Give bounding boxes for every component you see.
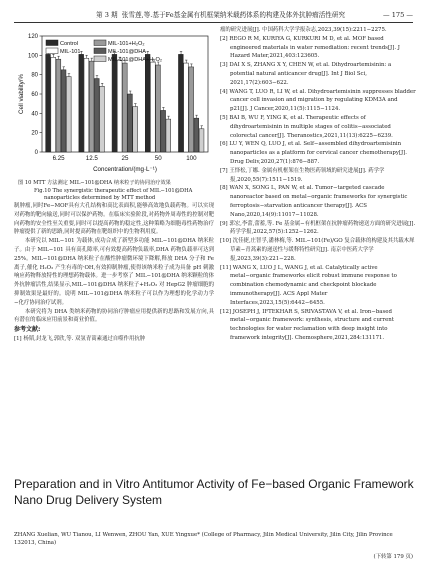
bar [178,54,183,152]
x-tick-label: 12.5 [85,155,98,162]
reference-item: [6] LU Y, WEN Q, LUO J, et al. Self−assembled dihydroartemisinin nanoparticles as a platform for cervical cancer chemotherapy[J]. Drug Deliv,2020,27(1):876−887. [220,141,407,165]
right-column-references [220,26,416,343]
bar [156,65,161,152]
bar [194,118,199,152]
body-paragraph: 本研究将为 DHA 类纳米药物的协同治疗肿瘤应用提供新的思路和发展方向,具有潜在的临床应用前景和商业价值。 [14,308,214,324]
x-tick-label: 100 [186,155,197,162]
legend-label: Control [60,41,79,47]
legend-label: MIL-101 [60,49,81,55]
reference-item: [11] WANG X, LUO J L, WANG J, et al. Catalytically active metal−organic frameworks elicit robust immune response to combination chemodynamic and checkpoint blockade immunotherapy[J]. ACS Appl Mater Interfaces,2023,15(5):6442−6455. [220,264,397,306]
bar [184,63,189,152]
caption-en-1: Fig.10 The synergistic therapeutic effect of MIL−101@DHA [34,187,193,194]
chart-svg [14,28,214,178]
y-tick-label: 20 [31,130,38,137]
legend-label: MIL-101@DHA+H₂O₂ [108,57,163,63]
reference-item: [9] 郭宏,李蕾,蕾蓄,等. Fe 基金属−有机框架在抗肿瘤药物递送方面的研究进展[J]. 药学学报,2022,57(5):1252−1262. [220,220,416,236]
body-paragraph: 本研究以 MIL−101 为载体,成功合成了新型多功能 MIL−101@DHA 纳米粒子。由于 MIL−101 具有高孔隙率,可有效提高药物负载率,DHA 药物负载率可达到 25%。MIL−101@DHA 纳米粒子在酸性肿瘤微环境下降解,释放 DHA 分子和 Fe 离子,催化 H₂O₂ 产生有毒的·OH,有效抑制肿瘤,使得该纳米粒子成为具备 pH 刺激响应药物释放特性的理想药物载体。进一步考察了 MIL−101@DHA 纳米颗粒的体外抗肿瘤活性,结果显示,MIL−101@DHA 纳米粒子+H₂O₂ 对 HepG2 肿瘤细胞的抑制效果是最好的。说明 MIL−101@DHA 纳米粒子可以作为理想的化学动力学−化疗协同治疗试剂。 [14,238,214,306]
header-title: 张雪莲,等.基于Fe基金属有机框架纳米载药体系的构建及体外抗肿瘤活性研究 [121,11,346,19]
english-title: Preparation and in Vitro Antitumor Activity of Fe−based Organic Framework Nano Drug Delivery System [14,477,414,507]
legend-swatch [94,48,106,54]
bar [117,60,122,152]
x-tick-label: 6.25 [52,155,65,162]
legend-label: MIL-101+H₂O₂ [108,41,145,47]
reference-item: [4] WANG T, LUO R, LI W, et al. Dihydroartemisinin suppresses bladder cancer cell invasion and migration by regulating KDM3A and p21[J]. J Cancer,2020,11(5):1115−1124. [220,88,416,113]
header-issue-and-title [96,8,345,22]
header-page-number: — 175 — [383,11,413,19]
caption-en-2: nanoparticles determined by MTT method [44,195,156,202]
bar [189,67,194,152]
bar [161,110,166,152]
legend-swatch [46,48,58,54]
reference-item: 瘤的研究进展[J]. 中国药科大学学报杂志,2023,39(15):2211−2275. [220,27,387,33]
bar [128,94,133,152]
y-tick-label: 40 [31,111,38,118]
bar [79,54,84,152]
reference-item: [7] 王怿松,丁娜. 金属有机框架在生物医药领域的研究进展[J]. 药学学报,2020,55(7):1511−1519. [220,167,385,183]
legend-swatch [94,40,106,46]
references-heading: 参考文献: [14,326,41,334]
reference-item: [10] 沈佳捷,庄智孚,潘林梅,等. MIL−101(Fe)/GO 复合载体的构建及其共载木犀草素−青蒿素的递送性与缓释特性研究[J]. 南京中医药大学学报,2023,39(3):221−228. [220,238,415,262]
y-tick-label: 80 [31,72,38,79]
bar [199,129,204,152]
reference-item: [12] JOSEPH J, IFTEKHAR S, SRIVASTAVA V, et al. Iron−based metal−organic framework: synthesis, structure and current technologies for water reclamation with deep insight into framework integrity[J]. Chemosphere,2021,284:131171. [220,308,394,341]
reference-item: [3] DAI X S, ZHANG X Y, CHEN W, et al. Dihydroartemisinin: a potential natural anticancer drug[J]. Int J Biol Sci, 2021,17(2):603−622. [220,62,392,86]
x-axis-label: Concentration/(mg·L⁻¹) [93,166,157,173]
left-column-body [14,202,214,344]
reference-item: [1] 杨韬,封龙飞,郭欣,等. 双氢青蒿素通过自噬作用抗肿 [14,335,146,342]
bar [89,61,94,152]
x-tick-label: 25 [121,155,129,162]
y-tick-label: 120 [27,34,38,40]
bar [166,119,171,152]
bar [51,57,56,152]
bar [150,62,155,152]
bar [56,59,61,152]
bar [100,86,105,152]
y-axis-label: Cell viability/% [18,74,25,114]
bar [112,54,117,152]
y-tick-label: 100 [27,53,38,60]
bar [46,54,51,152]
figure-caption [18,180,214,203]
bar [133,107,138,152]
continued-note: (下转第 179 页) [373,554,413,560]
y-tick-label: 0 [34,150,38,156]
y-tick-label: 60 [31,92,38,98]
english-authors: ZHANG Xuelian, WU Tianou, LI Wenwen, ZHOU Yan, XUE Yingxue* (College of Pharmacy, Jilin Medical University, Jilin City, Jilin Province 132013, China) [14,532,393,546]
reference-item: [8] WAN X, SONG L, PAN W, et al. Tumor−targeted cascade nanoreactor based on metal−organic frameworks for synergistic ferroptosis−starvation anticancer therapy[J]. ACS Nano,2020,14(9):11017−11028. [220,185,408,218]
legend-label: MIL-101@DHA [108,49,147,55]
page-header [14,8,413,23]
bar [94,79,99,152]
mtt-bar-chart [14,28,214,178]
body-paragraph: 制肿瘤,同时Fe−MOF具有大孔结构和高比表面积,能够高效地负载药物。可以实现对药物的靶向输送,同时可以保护药物。在临床实验阶段,对药物外周毒性的控制对靶向药物的安全性至关重要,同时可以提高药物的稳定性,这种策略为细胞毒性药物治疗肿瘤提供了新的思路,同时提高药物在靶组织中的生物利用度。 [14,203,214,236]
bar [66,77,71,152]
reference-item: [2] REGO R M, KURIYA G, KURKURI M D, et al. MOF based engineered materials in water remediation: recent trends[J]. J Hazard Mater,2021,403:123605. [220,35,400,60]
reference-item: [5] BAI B, WU F, YING K, et al. Therapeutic effects of dihydroartemisinin in multiple stages of colitis−associated colorectal cancer[J]. Theranostics,2021,11(13):6225−6239. [220,114,393,139]
legend-swatch [46,40,58,46]
bar [122,63,127,152]
bar [84,58,89,152]
header-issue: 第 3 期 [96,11,118,19]
bar [61,70,66,152]
bar [145,54,150,152]
caption-cn: 图 10 MTT 方法测定 MIL−101@DHA 纳米粒子的协同治疗效果 [18,180,171,186]
legend-swatch [94,56,106,62]
x-tick-label: 50 [154,155,162,162]
